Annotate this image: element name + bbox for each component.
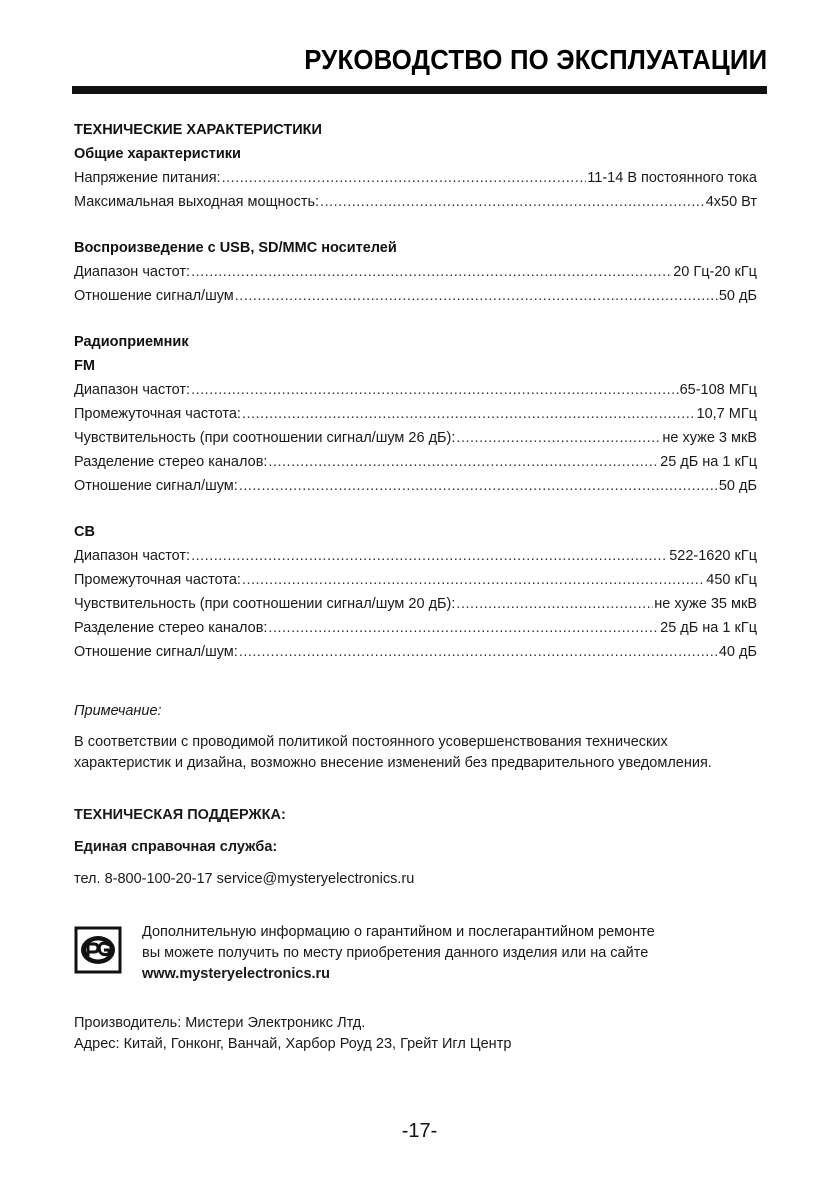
manufacturer-block [74,1013,757,1055]
spec-value: 4х50 Вт [705,194,757,210]
contact-info: тел. 8-800-100-20-17 service@mysteryelectronics.ru [74,871,415,887]
spec-value: 450 кГц [706,572,757,588]
note-text: В соответствии с проводимой политикой постоянного усовершенствования технических характеристик и дизайна, возможно внесение изменений без предварительного уведомления. [74,734,712,771]
spec-value: 25 дБ на 1 кГц [660,620,757,636]
spec-label: Напряжение питания: [74,170,221,186]
leader-dots [242,568,705,592]
spec-row [74,568,757,592]
spec-row [74,190,757,214]
spec-label: Диапазон частот: [74,548,191,564]
spec-value: 10,7 МГц [696,406,757,422]
pct-certification-icon [74,926,122,974]
spec-value: 11-14 В постоянного тока [587,170,757,186]
leader-dots [268,616,659,640]
spec-value: 522-1620 кГц [669,548,757,564]
spec-row [74,616,757,640]
website-link[interactable]: www.mysteryelectronics.ru [142,966,331,982]
spec-label: Чувствительность (при соотношении сигнал/шум 20 дБ): [74,596,456,612]
radio-specs-title: Радиоприемник [74,334,189,350]
spec-label: Разделение стерео каналов: [74,620,268,636]
spec-value: 20 Гц-20 кГц [673,264,757,280]
spec-value: 40 дБ [718,644,757,660]
general-specs-title: Общие характеристики [74,146,241,162]
manufacturer-address: Адрес: Китай, Гонконг, Ванчай, Харбор Роуд 23, Грейт Игл Центр [74,1036,512,1052]
page-number: -17- [401,1120,438,1142]
page-header-title: РУКОВОДСТВО ПО ЭКСПЛУАТАЦИИ [303,44,767,75]
spec-label: Максимальная выходная мощность: [74,194,320,210]
spec-row [74,592,757,616]
warranty-line-1: Дополнительную информацию о гарантийном и послегарантийном ремонте [142,924,655,940]
spec-label: Промежуточная частота: [74,572,241,588]
support-title: ТЕХНИЧЕСКАЯ ПОДДЕРЖКА: [74,807,286,823]
leader-dots [268,450,659,474]
spec-row [74,640,757,664]
service-title: Единая справочная служба: [74,839,278,855]
spec-row [74,474,757,498]
leader-dots [191,544,668,568]
spec-row [74,166,757,190]
spec-row [74,450,757,474]
spec-row [74,260,757,284]
leader-dots [456,426,661,450]
leader-dots [191,260,672,284]
spec-value: 65-108 МГц [679,382,757,398]
content [74,118,757,1055]
spec-value: не хуже 3 мкВ [662,430,757,446]
note-label: Примечание: [74,703,162,719]
spec-row [74,544,757,568]
warranty-line-2: вы можете получить по месту приобретения данного изделия или на сайте [142,945,649,961]
leader-dots [239,474,718,498]
leader-dots [191,378,678,402]
fm-title: FM [74,358,95,374]
header-divider [72,86,767,94]
usb-specs-title: Воспроизведение с USB, SD/MMC носителей [74,240,397,256]
spec-value: 50 дБ [718,288,757,304]
manufacturer-name: Производитель: Мистери Электроникс Лтд. [74,1015,366,1031]
spec-label: Чувствительность (при соотношении сигнал/шум 26 дБ): [74,430,456,446]
spec-label: Отношение сигнал/шум: [74,478,238,494]
spec-row [74,378,757,402]
spec-label: Отношение сигнал/шум: [74,644,238,660]
spec-row [74,402,757,426]
leader-dots [456,592,653,616]
specs-title: ТЕХНИЧЕСКИЕ ХАРАКТЕРИСТИКИ [74,122,322,138]
am-title: СВ [74,524,95,540]
leader-dots [320,190,705,214]
leader-dots [242,402,696,426]
spec-label: Отношение сигнал/шум [74,288,234,304]
leader-dots [222,166,587,190]
spec-label: Диапазон частот: [74,264,191,280]
spec-label: Диапазон частот: [74,382,191,398]
spec-row [74,426,757,450]
spec-value: 25 дБ на 1 кГц [660,454,757,470]
spec-value: 50 дБ [718,478,757,494]
leader-dots [239,640,718,664]
spec-label: Промежуточная частота: [74,406,241,422]
spec-label: Разделение стерео каналов: [74,454,268,470]
spec-value: не хуже 35 мкВ [654,596,757,612]
leader-dots [235,284,718,308]
warranty-block [74,922,757,985]
warranty-info [142,922,655,985]
spec-row [74,284,757,308]
